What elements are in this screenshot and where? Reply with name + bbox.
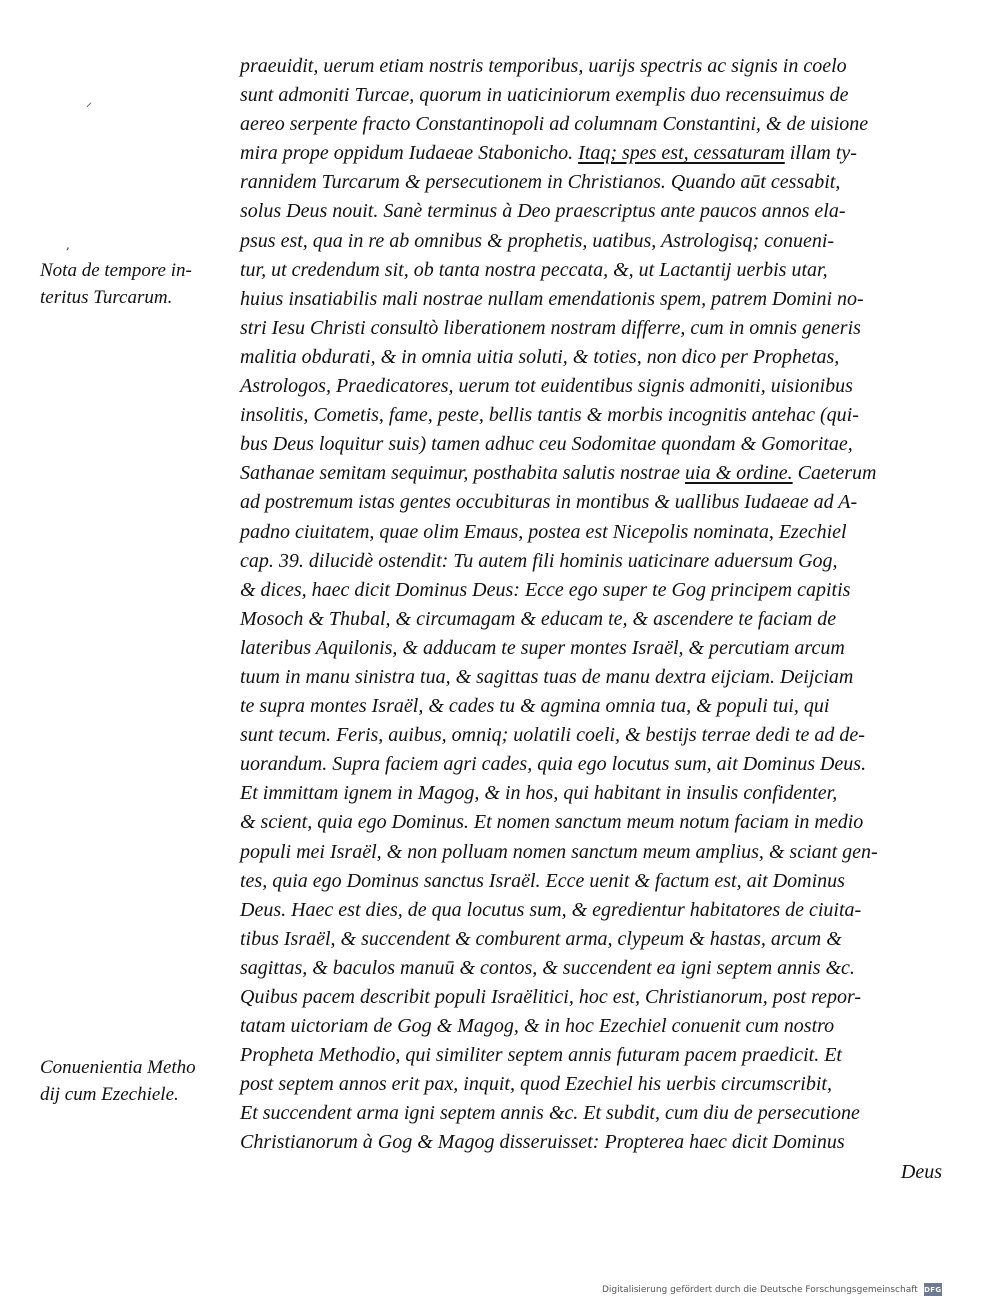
text-line: ad postremum istas gentes occubituras in montibus & uallibus Iudaeae ad A- [240,491,858,514]
text-line: solus Deus nouit. Sanè terminus à Deo praescriptus ante paucos annos ela- [240,200,846,223]
text-line: stri Iesu Christi consultò liberationem nostram differre, cum in omnis generis [240,316,861,339]
margin-note-line: Nota de tempore in- [40,260,192,281]
text-line [240,459,970,488]
text-line: tur, ut credendum sit, ob tanta nostra peccata, &, ut Lactantij uerbis utar, [240,258,828,281]
margin-note-line: dij cum Ezechiele. [40,1084,179,1105]
underlined-phrase: uia & ordine. [685,462,793,485]
dfg-logo: DFG [924,1283,942,1296]
catchword: Deus [900,1160,942,1183]
text-line: huius insatiabilis mali nostrae nullam emendationis spem, patrem Domini no- [240,287,864,310]
text-line: tatam uictoriam de Gog & Magog, & in hoc Ezechiel conuenit cum nostro [240,1015,835,1038]
text-line: sunt admoniti Turcae, quorum in uaticiniorum exemplis duo recensuimus de [240,84,849,107]
text-line: padno ciuitatem, quae olim Emaus, postea est Nicepolis nominata, Ezechiel [240,520,847,543]
text-line: praeuidit, uerum etiam nostris temporibus, uarijs spectris ac signis in coelo [240,55,847,77]
text-line: aereo serpente fracto Constantinopoli ad columnam Constantini, & de uisione [240,113,869,136]
text-line: & scient, quia ego Dominus. Et nomen sanctum meum notum faciam in medio [240,811,864,834]
text-line: Christianorum à Gog & Magog disseruisset: Propterea haec dicit Dominus [240,1131,845,1154]
text-line: tes, quia ego Dominus sanctus Israël. Ecce uenit & factum est, ait Dominus [240,869,845,892]
text-line: psus est, qua in re ab omnibus & prophetis, uatibus, Astrologisq; conueni- [240,229,835,252]
text-line: populi mei Israël, & non polluam nomen sanctum meum amplius, & sciant gen- [240,840,878,863]
text-line: malitia obdurati, & in omnia uitia soluti, & toties, non dico per Prophetas, [240,345,840,368]
text-segment: mira prope oppidum Iudaeae Stabonicho. [240,142,579,165]
funding-notice: Digitalisierung gefördert durch die Deutsche Forschungsgemeinschaft [602,1284,918,1295]
text-line: cap. 39. dilucidè ostendit: Tu autem fili hominis uaticinare aduersum Gog, [240,549,838,572]
text-line [240,139,970,168]
text-line: tuum in manu sinistra tua, & sagittas tuas de manu dextra eijciam. Deijciam [240,665,854,688]
text-line: Et succendent arma igni septem annis &c. Et subdit, cum diu de persecutione [240,1102,860,1125]
ink-tick-mark: , [66,238,70,252]
text-line: Deus. Haec est dies, de qua locutus sum, & egredientur habitatores de ciuita- [240,898,862,921]
text-line: bus Deus loquitur suis) tamen adhuc ceu Sodomitae quondam & Gomoritae, [240,433,853,456]
margin-note-line: teritus Turcarum. [40,287,173,308]
text-segment: illam ty- [784,142,857,165]
text-line: Astrologos, Praedicatores, uerum tot euidentibus signis admoniti, uisionibus [240,375,853,398]
text-line: Quibus pacem describit populi Israëlitici, hoc est, Christianorum, post repor- [240,986,862,1008]
text-line: te supra montes Israël, & cades tu & agmina omnia tua, & populi tui, qui [240,695,830,718]
text-line: post septem annos erit pax, inquit, quod Ezechiel his uerbis circumscribit, [240,1073,832,1096]
main-text-block [240,52,970,1187]
text-segment: Caeterum [792,462,877,485]
text-line: lateribus Aquilonis, & adducam te super montes Israël, & percutiam arcum [240,636,845,659]
text-line: & dices, haec dicit Dominus Deus: Ecce ego super te Gog principem capitis [240,578,851,601]
text-line: sagittas, & baculos manuū & contos, & succendent ea igni septem annis &c. [240,956,855,979]
text-line: rannidem Turcarum & persecutionem in Christianos. Quando aūt cessabit, [240,171,841,194]
text-line: Propheta Methodio, qui similiter septem annis futuram pacem praedicit. Et [240,1044,842,1067]
digitization-footer [602,1283,942,1296]
text-line: sunt tecum. Feris, auibus, omniq; uolatili coeli, & bestijs terrae dedi te ad de- [240,724,865,747]
margin-note-line: Conuenientia Metho [40,1057,196,1078]
text-line: uorandum. Supra faciem agri cades, quia ego locutus sum, ait Dominus Deus. [240,753,867,776]
text-line: tibus Israël, & succendent & comburent arma, clypeum & hastas, arcum & [240,927,842,950]
margin-note-turk-end [40,257,238,311]
text-line: Et immittam ignem in Magog, & in hos, qui habitant in insulis confidenter, [240,782,838,805]
text-line: Mosoch & Thubal, & circumagam & educam te, & ascendere te faciam de [240,607,837,630]
underlined-phrase: Itaq; spes est, cessaturam [578,142,785,165]
text-segment: Sathanae semitam sequimur, posthabita salutis nostrae [240,462,686,485]
ink-tick-mark: ⸝ [86,95,93,109]
margin-note-methodius-ezechiel [40,1054,238,1108]
text-line: insolitis, Cometis, fame, peste, bellis tantis & morbis incognitis antehac (qui- [240,404,859,427]
